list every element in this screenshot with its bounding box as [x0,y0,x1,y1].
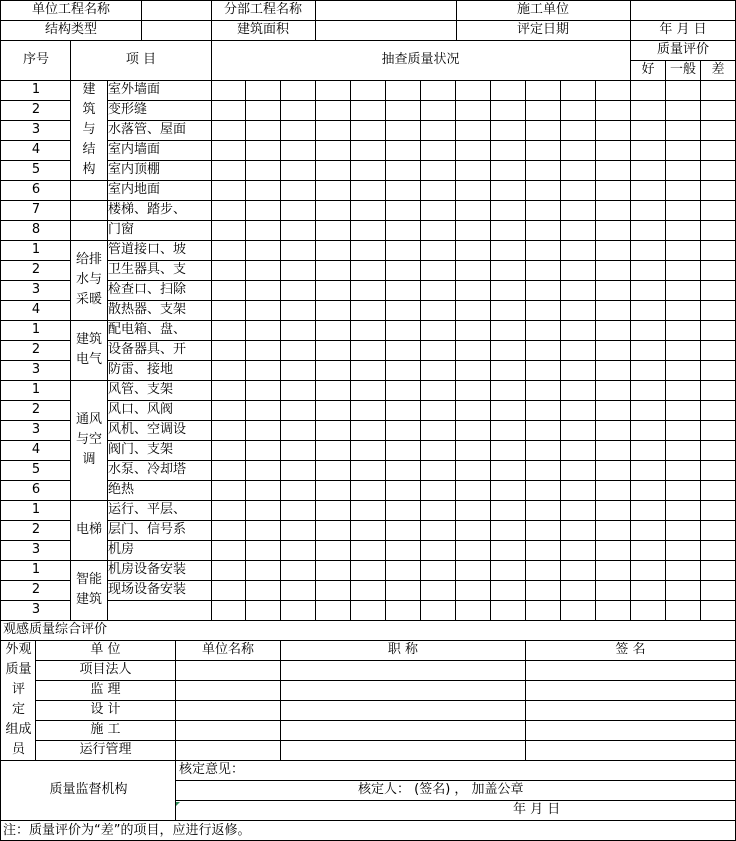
row-item: 楼梯、踏步、 [108,202,187,217]
approval-date: 年 月 日 [513,802,561,817]
cell-marker-icon [176,802,180,806]
row-item: 检查口、扫除 [108,282,187,297]
eval-date-label: 评定日期 [516,22,569,37]
row-item: 水泵、冷却塔 [108,462,187,477]
row-seq: 5 [31,462,41,477]
category-label-line: 通风 [75,412,102,427]
grid-line [0,600,71,601]
row-item: 室内地面 [108,182,161,197]
grid-line [0,0,736,1]
row-seq: 2 [31,102,41,117]
grid-line [107,280,736,281]
grid-line [107,140,736,141]
grid-line [0,80,736,81]
summary-title: 观感质量综合评价 [3,622,108,637]
grid-line [107,580,736,581]
row-item: 机房设备安装 [108,562,187,577]
row-item: 变形缝 [108,102,148,117]
unit-project-label: 单位工程名称 [31,2,110,17]
grid-line [0,260,71,261]
row-seq: 3 [31,542,41,557]
grid-line [175,640,176,821]
inspection-header: 抽查质量状况 [381,52,460,67]
grid-line [0,400,71,401]
grid-line [0,120,71,121]
grid-line [107,360,736,361]
category-label-line: 建 [82,82,96,97]
category-label [71,80,107,180]
grid-line [107,300,736,301]
row-seq: 3 [31,122,41,137]
category-label-line: 水与 [75,272,102,287]
grid-line [0,760,736,761]
row-seq: 2 [31,582,41,597]
category-label-line: 电气 [75,352,102,367]
row-seq: 1 [31,242,41,257]
grid-line [0,480,71,481]
category-label [71,330,107,370]
grid-line [0,380,736,381]
structure-type-label: 结构类型 [44,22,97,37]
grid-line [0,340,71,341]
grid-line [35,720,736,721]
side-label-line: 评 [11,682,25,697]
grid-line [175,800,736,801]
row-item: 配电箱、盘、 [108,322,187,337]
grid-line [35,660,736,661]
row-item: 管道接口、坡 [108,242,187,257]
contractor-label: 施工单位 [516,2,569,17]
row-item: 室内顶棚 [108,162,161,177]
row-item: 散热器、支架 [108,302,187,317]
row-item: 风机、空调设 [108,422,187,437]
grid-line [0,100,71,101]
row-seq: 3 [31,282,41,297]
grid-line [0,240,736,241]
row-item: 卫生器具、支 [108,262,187,277]
row-seq: 2 [31,402,41,417]
row-item: 风管、支架 [108,382,174,397]
rating-good-header: 好 [641,62,655,77]
side-label-line: 组成 [5,722,32,737]
row-item: 现场设备安装 [108,582,187,597]
grid-line [107,540,736,541]
grid-line [175,780,736,781]
summary-side-label [1,640,36,760]
grid-line [0,460,71,461]
row-seq: 3 [31,602,41,617]
row-item: 阀门、支架 [108,442,174,457]
grid-line [0,180,736,181]
col-title-header: 职 称 [387,642,419,657]
row-seq: 2 [31,342,41,357]
grid-line [107,520,736,521]
row-item: 门窗 [108,222,135,237]
supervision-label: 质量监督机构 [49,782,128,797]
member-unit: 施 工 [90,722,121,737]
grid-line [0,620,736,621]
col-unit-header: 单 位 [90,642,121,657]
category-label-line: 调 [82,452,96,467]
row-item: 绝热 [108,482,135,497]
row-seq: 2 [31,522,41,537]
row-item: 机房 [108,542,135,557]
grid-line [0,160,71,161]
row-item: 水落管、屋面 [108,122,187,137]
side-label-line: 外观 [5,642,32,657]
grid-line [0,220,736,221]
opinion-label: 核定意见： [179,762,245,777]
category-label-line: 建筑 [75,332,102,347]
grid-line [141,0,142,41]
row-seq: 6 [31,182,41,197]
member-unit: 设 计 [90,702,121,717]
row-seq: 2 [31,262,41,277]
member-unit: 监 理 [90,682,121,697]
grid-line [107,260,736,261]
category-label-line: 与空 [75,432,102,447]
grid-line [107,100,736,101]
eval-date-value: 年 月 日 [659,22,707,37]
seq-header: 序号 [22,52,49,67]
grid-line [0,320,736,321]
member-unit: 运行管理 [79,742,132,757]
row-seq: 1 [31,562,41,577]
row-seq: 1 [31,82,41,97]
row-item: 风口、风阀 [108,402,174,417]
row-seq: 1 [31,322,41,337]
row-seq: 5 [31,162,41,177]
category-label-line: 电梯 [75,522,102,537]
row-seq: 4 [31,442,41,457]
grid-line [0,40,736,41]
building-area-label: 建筑面积 [236,22,289,37]
category-label-line: 建筑 [75,592,102,607]
category-label [71,570,107,610]
grid-line [0,420,71,421]
col-signature-header: 签 名 [615,642,646,657]
row-seq: 8 [31,222,41,237]
row-seq: 1 [31,502,41,517]
row-item [108,600,211,620]
row-item: 室外墙面 [108,82,161,97]
grid-line [0,440,71,441]
grid-line [630,40,631,621]
rating-poor-header: 差 [711,62,725,77]
category-label [71,520,107,540]
category-label-line: 筑 [82,102,96,117]
row-item: 室内墙面 [108,142,161,157]
grid-line [107,600,736,601]
row-seq: 6 [31,482,41,497]
grid-line [107,160,736,161]
category-label [71,250,107,310]
grid-line [630,60,736,61]
grid-line [0,820,736,821]
grid-line [0,560,736,561]
row-seq: 7 [31,202,41,217]
grid-line [0,20,736,21]
grid-line [35,740,736,741]
grid-line [211,40,212,621]
rating-header: 质量评价 [656,42,709,57]
grid-line [0,640,736,641]
category-label-line: 结 [82,142,96,157]
category-label-line: 构 [82,162,96,177]
grid-line [35,700,736,701]
row-seq: 1 [31,382,41,397]
row-seq: 4 [31,302,41,317]
rating-fair-header: 一般 [669,62,696,77]
category-label-line: 采暖 [75,292,102,307]
category-label-line: 与 [82,122,96,137]
row-item: 设备器具、开 [108,342,187,357]
grid-line [0,580,71,581]
member-unit: 项目法人 [79,662,132,677]
side-label-line: 质量 [5,662,32,677]
category-label [71,410,107,470]
grid-line [107,340,736,341]
grid-line [211,0,212,41]
grid-line [0,500,736,501]
grid-line [107,460,736,461]
sub-project-label: 分部工程名称 [223,2,302,17]
grid-line [107,120,736,121]
grid-line [0,300,71,301]
grid-line [107,440,736,441]
grid-line [630,0,631,41]
grid-line [107,420,736,421]
item-header: 项 目 [125,52,157,67]
grid-line [107,480,736,481]
row-seq: 4 [31,142,41,157]
grid-line [0,520,71,521]
row-item: 防雷、接地 [108,362,174,377]
approver-text: 核定人： (签名) ， 加盖公章 [358,782,524,797]
grid-line [0,540,71,541]
grid-line [0,140,71,141]
grid-line [456,0,457,41]
grid-line [315,0,316,41]
category-label-line: 智能 [75,572,102,587]
grid-line [0,200,736,201]
row-item: 层门、信号系 [108,522,187,537]
side-label-line: 定 [11,702,25,717]
side-label-line: 员 [11,742,25,757]
footer-note: 注：质量评价为“差”的项目，应进行返修。 [3,823,251,838]
grid-line [107,400,736,401]
grid-line [35,680,736,681]
row-seq: 3 [31,362,41,377]
grid-line [0,360,71,361]
grid-line [0,280,71,281]
category-label-line: 给排 [75,252,102,267]
row-seq: 3 [31,422,41,437]
row-item: 运行、平层、 [108,502,187,517]
col-unit-name-header: 单位名称 [201,642,254,657]
grid-line [70,40,71,621]
